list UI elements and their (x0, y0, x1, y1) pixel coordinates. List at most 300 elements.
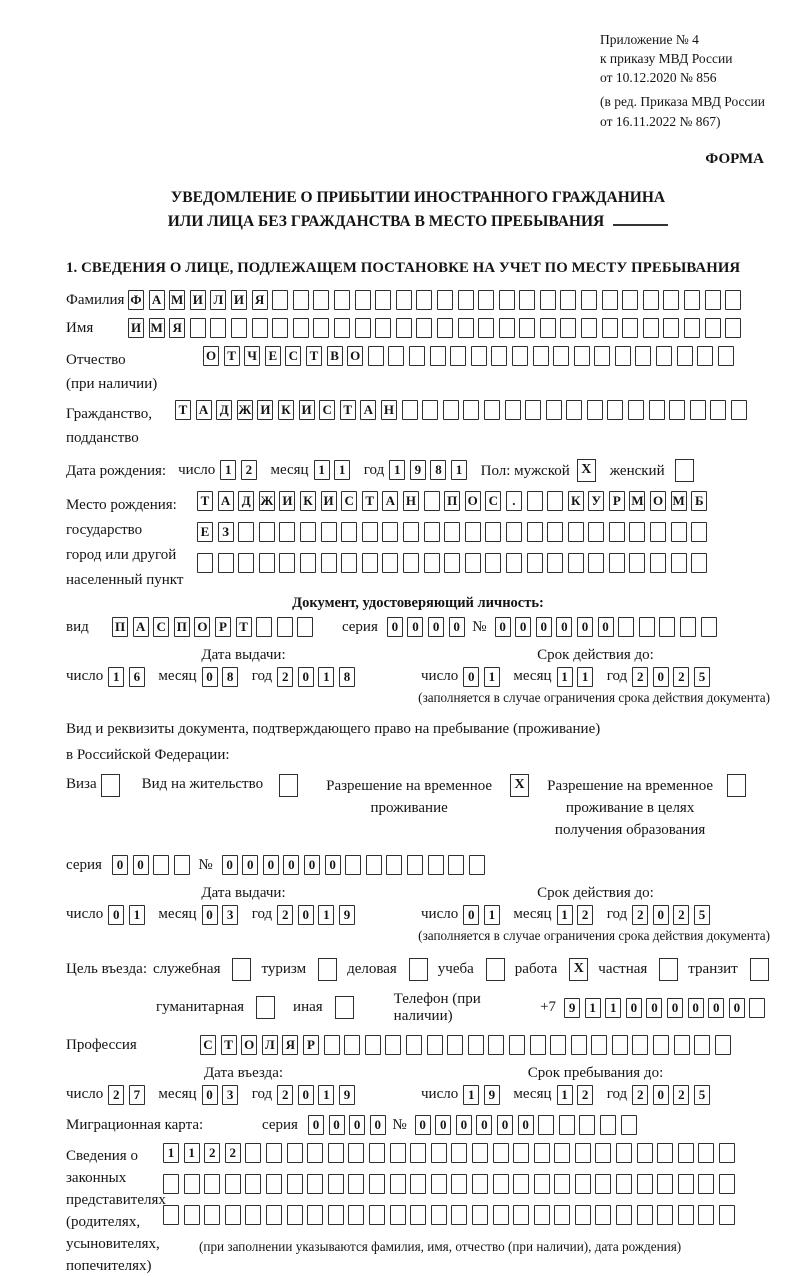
char-cell[interactable] (639, 617, 655, 637)
char-cell[interactable]: 1 (163, 1143, 179, 1163)
char-cell[interactable]: 0 (283, 855, 299, 875)
char-cell[interactable]: 0 (325, 855, 341, 875)
char-cell[interactable]: 2 (632, 1085, 648, 1105)
char-cell[interactable]: 2 (577, 905, 593, 925)
char-cell[interactable] (406, 1035, 422, 1055)
char-cell[interactable]: 2 (204, 1143, 220, 1163)
char-cell[interactable]: 9 (339, 1085, 355, 1105)
char-cell[interactable]: О (194, 617, 210, 637)
char-cell[interactable] (362, 522, 378, 542)
char-cell[interactable] (568, 553, 584, 573)
char-cell[interactable] (649, 400, 665, 420)
char-cell[interactable] (410, 1174, 426, 1194)
char-cell[interactable] (653, 1035, 669, 1055)
char-cell[interactable] (266, 1143, 282, 1163)
char-cell[interactable] (540, 318, 556, 338)
char-cell[interactable] (407, 855, 423, 875)
char-cell[interactable] (272, 290, 288, 310)
char-cell[interactable] (629, 553, 645, 573)
char-cell[interactable] (657, 1205, 673, 1225)
char-cell[interactable] (513, 1205, 529, 1225)
char-cell[interactable]: 7 (129, 1085, 145, 1105)
permit-number-cells[interactable] (222, 855, 490, 875)
char-cell[interactable]: . (506, 491, 522, 511)
char-cell[interactable]: 9 (484, 1085, 500, 1105)
char-cell[interactable] (355, 318, 371, 338)
char-cell[interactable] (719, 1174, 735, 1194)
char-cell[interactable] (554, 1143, 570, 1163)
char-cell[interactable]: 1 (184, 1143, 200, 1163)
char-cell[interactable] (525, 400, 541, 420)
migration-series-cells[interactable] (308, 1115, 390, 1135)
phone-cells[interactable] (564, 998, 770, 1018)
char-cell[interactable] (279, 553, 295, 573)
char-cell[interactable]: 0 (435, 1115, 451, 1135)
char-cell[interactable] (581, 318, 597, 338)
char-cell[interactable] (348, 1143, 364, 1163)
char-cell[interactable] (245, 1143, 261, 1163)
char-cell[interactable]: 0 (667, 998, 683, 1018)
char-cell[interactable]: Д (238, 491, 254, 511)
char-cell[interactable]: 0 (298, 1085, 314, 1105)
char-cell[interactable] (595, 1174, 611, 1194)
char-cell[interactable]: Т (306, 346, 322, 366)
char-cell[interactable] (402, 400, 418, 420)
char-cell[interactable]: 0 (298, 667, 314, 687)
char-cell[interactable] (731, 400, 747, 420)
char-cell[interactable] (560, 318, 576, 338)
permit-issue-day-cells[interactable] (108, 905, 149, 925)
char-cell[interactable] (328, 1143, 344, 1163)
purpose-transit-checkbox[interactable] (750, 958, 769, 981)
char-cell[interactable]: 0 (456, 1115, 472, 1135)
char-cell[interactable]: Т (197, 491, 213, 511)
char-cell[interactable] (519, 290, 535, 310)
char-cell[interactable]: Ж (259, 491, 275, 511)
temp-permit-checkbox[interactable]: X (510, 774, 529, 797)
char-cell[interactable] (550, 1035, 566, 1055)
char-cell[interactable] (540, 290, 556, 310)
char-cell[interactable] (259, 553, 275, 573)
sex-male-checkbox[interactable]: X (577, 459, 596, 482)
char-cell[interactable] (671, 522, 687, 542)
char-cell[interactable] (674, 1035, 690, 1055)
char-cell[interactable] (719, 1143, 735, 1163)
char-cell[interactable]: А (196, 400, 212, 420)
char-cell[interactable]: 0 (304, 855, 320, 875)
char-cell[interactable]: П (112, 617, 128, 637)
char-cell[interactable] (468, 1035, 484, 1055)
char-cell[interactable] (694, 1035, 710, 1055)
char-cell[interactable]: Я (252, 290, 268, 310)
char-cell[interactable] (300, 522, 316, 542)
char-cell[interactable]: 2 (241, 460, 257, 480)
char-cell[interactable] (663, 318, 679, 338)
char-cell[interactable] (334, 318, 350, 338)
char-cell[interactable]: 0 (298, 905, 314, 925)
char-cell[interactable] (430, 346, 446, 366)
char-cell[interactable] (616, 1174, 632, 1194)
char-cell[interactable] (637, 1205, 653, 1225)
char-cell[interactable] (279, 522, 295, 542)
char-cell[interactable] (451, 1205, 467, 1225)
purpose-business-checkbox[interactable] (409, 958, 428, 981)
char-cell[interactable]: Е (265, 346, 281, 366)
char-cell[interactable]: 5 (694, 667, 710, 687)
char-cell[interactable] (632, 1035, 648, 1055)
char-cell[interactable] (287, 1205, 303, 1225)
char-cell[interactable] (485, 522, 501, 542)
char-cell[interactable] (621, 1115, 637, 1135)
char-cell[interactable] (163, 1174, 179, 1194)
char-cell[interactable] (307, 1174, 323, 1194)
char-cell[interactable]: Ч (244, 346, 260, 366)
char-cell[interactable] (575, 1205, 591, 1225)
char-cell[interactable]: 8 (339, 667, 355, 687)
char-cell[interactable]: 0 (449, 617, 465, 637)
char-cell[interactable]: 0 (428, 617, 444, 637)
char-cell[interactable]: 1 (318, 667, 334, 687)
char-cell[interactable]: 1 (605, 998, 621, 1018)
char-cell[interactable]: 1 (463, 1085, 479, 1105)
citizenship-cells[interactable] (175, 400, 752, 420)
char-cell[interactable] (615, 346, 631, 366)
char-cell[interactable] (458, 318, 474, 338)
char-cell[interactable]: 0 (387, 617, 403, 637)
char-cell[interactable] (225, 1205, 241, 1225)
char-cell[interactable]: 3 (222, 905, 238, 925)
char-cell[interactable]: Т (362, 491, 378, 511)
char-cell[interactable] (210, 318, 226, 338)
char-cell[interactable]: Р (215, 617, 231, 637)
doc-valid-day-cells[interactable] (463, 667, 504, 687)
char-cell[interactable] (659, 617, 675, 637)
char-cell[interactable] (465, 522, 481, 542)
char-cell[interactable] (403, 553, 419, 573)
char-cell[interactable]: 0 (112, 855, 128, 875)
char-cell[interactable]: А (133, 617, 149, 637)
char-cell[interactable] (375, 318, 391, 338)
char-cell[interactable] (368, 346, 384, 366)
stay-month-cells[interactable] (557, 1085, 598, 1105)
char-cell[interactable] (534, 1143, 550, 1163)
char-cell[interactable] (499, 290, 515, 310)
char-cell[interactable]: П (444, 491, 460, 511)
char-cell[interactable] (437, 318, 453, 338)
char-cell[interactable] (607, 400, 623, 420)
edu-permit-checkbox[interactable] (727, 774, 746, 797)
char-cell[interactable] (355, 290, 371, 310)
char-cell[interactable] (437, 290, 453, 310)
char-cell[interactable] (410, 1143, 426, 1163)
char-cell[interactable] (416, 290, 432, 310)
visa-checkbox[interactable] (101, 774, 120, 797)
char-cell[interactable] (671, 553, 687, 573)
char-cell[interactable] (650, 522, 666, 542)
purpose-work-checkbox[interactable]: X (569, 958, 588, 981)
char-cell[interactable] (657, 1174, 673, 1194)
entry-day-cells[interactable] (108, 1085, 149, 1105)
char-cell[interactable] (616, 1143, 632, 1163)
char-cell[interactable]: 1 (484, 667, 500, 687)
char-cell[interactable] (174, 855, 190, 875)
char-cell[interactable] (612, 1035, 628, 1055)
char-cell[interactable] (348, 1205, 364, 1225)
char-cell[interactable] (375, 290, 391, 310)
char-cell[interactable] (493, 1143, 509, 1163)
representatives-cells-row1[interactable] (163, 1143, 740, 1163)
char-cell[interactable]: 1 (220, 460, 236, 480)
permit-valid-day-cells[interactable] (463, 905, 504, 925)
char-cell[interactable] (448, 855, 464, 875)
doc-kind-cells[interactable] (112, 617, 318, 637)
permit-issue-year-cells[interactable] (277, 905, 359, 925)
char-cell[interactable] (277, 617, 293, 637)
char-cell[interactable] (574, 346, 590, 366)
char-cell[interactable]: Т (236, 617, 252, 637)
char-cell[interactable]: 0 (515, 617, 531, 637)
char-cell[interactable]: И (279, 491, 295, 511)
char-cell[interactable]: Т (340, 400, 356, 420)
char-cell[interactable]: 1 (318, 905, 334, 925)
char-cell[interactable] (594, 346, 610, 366)
char-cell[interactable] (478, 290, 494, 310)
char-cell[interactable] (344, 1035, 360, 1055)
purpose-private-checkbox[interactable] (659, 958, 678, 981)
doc-issue-month-cells[interactable] (202, 667, 243, 687)
stay-year-cells[interactable] (632, 1085, 714, 1105)
char-cell[interactable]: И (231, 290, 247, 310)
char-cell[interactable] (715, 1035, 731, 1055)
doc-series-cells[interactable] (387, 617, 469, 637)
char-cell[interactable] (506, 522, 522, 542)
char-cell[interactable] (609, 522, 625, 542)
char-cell[interactable]: 1 (129, 905, 145, 925)
entry-month-cells[interactable] (202, 1085, 243, 1105)
char-cell[interactable]: 0 (518, 1115, 534, 1135)
char-cell[interactable] (369, 1143, 385, 1163)
doc-issue-year-cells[interactable] (277, 667, 359, 687)
char-cell[interactable] (447, 1035, 463, 1055)
char-cell[interactable] (238, 553, 254, 573)
char-cell[interactable] (701, 617, 717, 637)
char-cell[interactable] (307, 1205, 323, 1225)
char-cell[interactable] (266, 1205, 282, 1225)
char-cell[interactable] (698, 1174, 714, 1194)
char-cell[interactable] (629, 522, 645, 542)
char-cell[interactable] (245, 1205, 261, 1225)
representatives-cells-row2[interactable] (163, 1174, 740, 1194)
char-cell[interactable] (690, 400, 706, 420)
char-cell[interactable]: Л (210, 290, 226, 310)
char-cell[interactable] (225, 1174, 241, 1194)
char-cell[interactable]: 2 (277, 667, 293, 687)
char-cell[interactable] (465, 553, 481, 573)
sex-female-checkbox[interactable] (675, 459, 694, 482)
permit-valid-year-cells[interactable] (632, 905, 714, 925)
char-cell[interactable] (334, 290, 350, 310)
char-cell[interactable]: 0 (349, 1115, 365, 1135)
char-cell[interactable] (684, 318, 700, 338)
char-cell[interactable] (595, 1205, 611, 1225)
char-cell[interactable]: 0 (329, 1115, 345, 1135)
char-cell[interactable] (297, 617, 313, 637)
char-cell[interactable]: Н (403, 491, 419, 511)
char-cell[interactable] (390, 1174, 406, 1194)
char-cell[interactable] (321, 553, 337, 573)
char-cell[interactable] (530, 1035, 546, 1055)
char-cell[interactable] (300, 553, 316, 573)
char-cell[interactable]: Л (262, 1035, 278, 1055)
char-cell[interactable]: 0 (108, 905, 124, 925)
char-cell[interactable]: 1 (389, 460, 405, 480)
char-cell[interactable] (259, 522, 275, 542)
char-cell[interactable]: И (128, 318, 144, 338)
char-cell[interactable]: 0 (598, 617, 614, 637)
char-cell[interactable] (410, 1205, 426, 1225)
char-cell[interactable] (691, 553, 707, 573)
char-cell[interactable] (705, 290, 721, 310)
char-cell[interactable]: 2 (632, 905, 648, 925)
char-cell[interactable] (571, 1035, 587, 1055)
char-cell[interactable] (450, 346, 466, 366)
char-cell[interactable]: С (319, 400, 335, 420)
char-cell[interactable]: К (278, 400, 294, 420)
char-cell[interactable] (566, 400, 582, 420)
char-cell[interactable] (472, 1205, 488, 1225)
char-cell[interactable] (427, 1035, 443, 1055)
char-cell[interactable] (163, 1205, 179, 1225)
char-cell[interactable]: Я (169, 318, 185, 338)
char-cell[interactable] (622, 318, 638, 338)
purpose-study-checkbox[interactable] (486, 958, 505, 981)
char-cell[interactable] (684, 290, 700, 310)
char-cell[interactable]: 0 (242, 855, 258, 875)
char-cell[interactable] (293, 318, 309, 338)
char-cell[interactable] (471, 346, 487, 366)
char-cell[interactable] (307, 1143, 323, 1163)
char-cell[interactable]: 0 (133, 855, 149, 875)
char-cell[interactable] (493, 1205, 509, 1225)
char-cell[interactable]: П (174, 617, 190, 637)
char-cell[interactable] (534, 1174, 550, 1194)
char-cell[interactable]: И (299, 400, 315, 420)
char-cell[interactable] (588, 553, 604, 573)
char-cell[interactable] (491, 346, 507, 366)
char-cell[interactable]: У (588, 491, 604, 511)
char-cell[interactable]: 2 (673, 1085, 689, 1105)
char-cell[interactable] (287, 1174, 303, 1194)
char-cell[interactable] (424, 491, 440, 511)
char-cell[interactable] (513, 1174, 529, 1194)
char-cell[interactable] (369, 1174, 385, 1194)
char-cell[interactable] (513, 1143, 529, 1163)
char-cell[interactable]: 1 (557, 905, 573, 925)
char-cell[interactable]: 1 (314, 460, 330, 480)
char-cell[interactable] (725, 290, 741, 310)
char-cell[interactable]: И (321, 491, 337, 511)
char-cell[interactable]: Т (224, 346, 240, 366)
char-cell[interactable] (472, 1143, 488, 1163)
char-cell[interactable]: Е (197, 522, 213, 542)
char-cell[interactable] (369, 1205, 385, 1225)
char-cell[interactable]: 0 (308, 1115, 324, 1135)
char-cell[interactable] (657, 1143, 673, 1163)
char-cell[interactable]: Я (282, 1035, 298, 1055)
char-cell[interactable] (444, 522, 460, 542)
birth-month-cells[interactable] (314, 460, 355, 480)
char-cell[interactable] (554, 1174, 570, 1194)
char-cell[interactable] (422, 400, 438, 420)
char-cell[interactable]: К (568, 491, 584, 511)
char-cell[interactable] (678, 1143, 694, 1163)
name-cells[interactable] (128, 318, 746, 338)
char-cell[interactable] (345, 855, 361, 875)
char-cell[interactable] (328, 1174, 344, 1194)
char-cell[interactable] (678, 1174, 694, 1194)
char-cell[interactable]: 0 (653, 1085, 669, 1105)
char-cell[interactable] (443, 400, 459, 420)
doc-issue-day-cells[interactable] (108, 667, 149, 687)
char-cell[interactable]: 2 (577, 1085, 593, 1105)
char-cell[interactable] (643, 290, 659, 310)
char-cell[interactable]: 1 (318, 1085, 334, 1105)
char-cell[interactable]: 2 (277, 1085, 293, 1105)
char-cell[interactable] (444, 553, 460, 573)
char-cell[interactable] (506, 553, 522, 573)
char-cell[interactable] (663, 290, 679, 310)
char-cell[interactable] (204, 1205, 220, 1225)
char-cell[interactable]: А (218, 491, 234, 511)
char-cell[interactable] (546, 400, 562, 420)
char-cell[interactable]: А (149, 290, 165, 310)
char-cell[interactable] (575, 1143, 591, 1163)
char-cell[interactable] (252, 318, 268, 338)
char-cell[interactable] (287, 1143, 303, 1163)
char-cell[interactable]: 0 (646, 998, 662, 1018)
char-cell[interactable] (575, 1174, 591, 1194)
char-cell[interactable]: 0 (202, 667, 218, 687)
char-cell[interactable] (553, 346, 569, 366)
char-cell[interactable]: Ж (237, 400, 253, 420)
char-cell[interactable]: Ф (128, 290, 144, 310)
char-cell[interactable]: А (382, 491, 398, 511)
char-cell[interactable] (313, 290, 329, 310)
char-cell[interactable] (628, 400, 644, 420)
char-cell[interactable] (568, 522, 584, 542)
permit-issue-month-cells[interactable] (202, 905, 243, 925)
entry-year-cells[interactable] (277, 1085, 359, 1105)
char-cell[interactable]: С (153, 617, 169, 637)
char-cell[interactable] (390, 1205, 406, 1225)
char-cell[interactable] (362, 553, 378, 573)
doc-valid-month-cells[interactable] (557, 667, 598, 687)
char-cell[interactable] (204, 1174, 220, 1194)
char-cell[interactable] (388, 346, 404, 366)
char-cell[interactable] (341, 522, 357, 542)
char-cell[interactable] (403, 522, 419, 542)
char-cell[interactable]: 3 (222, 1085, 238, 1105)
char-cell[interactable]: М (169, 290, 185, 310)
char-cell[interactable] (559, 1115, 575, 1135)
char-cell[interactable] (519, 318, 535, 338)
char-cell[interactable] (534, 1205, 550, 1225)
purpose-tourism-checkbox[interactable] (318, 958, 337, 981)
char-cell[interactable]: 0 (463, 667, 479, 687)
char-cell[interactable] (691, 522, 707, 542)
char-cell[interactable] (698, 1143, 714, 1163)
char-cell[interactable]: 2 (632, 667, 648, 687)
